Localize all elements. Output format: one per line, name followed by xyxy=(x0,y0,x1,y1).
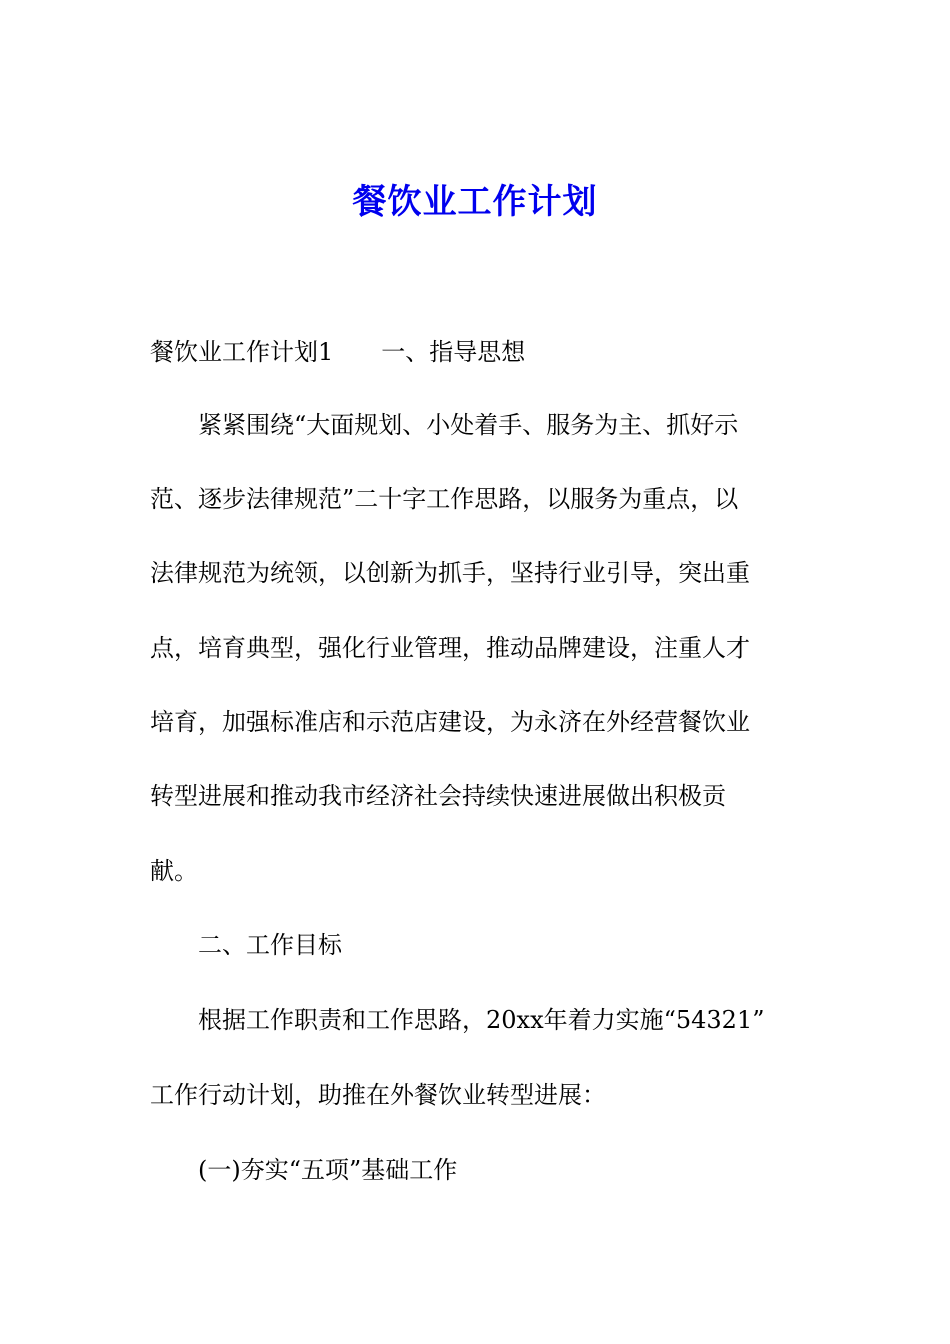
section-heading-work-goals: 二、工作目标 xyxy=(150,931,342,959)
document-title: 餐饮业工作计划 xyxy=(352,182,598,222)
paragraph-line: 献。 xyxy=(150,857,198,885)
paragraph-line: 根据工作职责和工作思路，20xx年着力实施“54321” xyxy=(150,1006,765,1034)
paragraph-line: 工作行动计划，助推在外餐饮业转型进展： xyxy=(150,1081,606,1109)
paragraph-line: 范、逐步法律规范”二十字工作思路，以服务为重点，以 xyxy=(150,485,739,513)
paragraph-line: 法律规范为统领，以创新为抓手，坚持行业引导，突出重 xyxy=(150,559,750,587)
heading-plan-1-guiding-thought: 餐饮业工作计划1 一、指导思想 xyxy=(150,338,526,366)
paragraph-line: 培育，加强标准店和示范店建设，为永济在外经营餐饮业 xyxy=(150,708,750,736)
paragraph-line: 点，培育典型，强化行业管理，推动品牌建设，注重人才 xyxy=(150,634,750,662)
subsection-heading: (一)夯实“五项”基础工作 xyxy=(150,1156,458,1184)
paragraph-line: 转型进展和推动我市经济社会持续快速进展做出积极贡 xyxy=(150,782,726,810)
paragraph-line: 紧紧围绕“大面规划、小处着手、服务为主、抓好示 xyxy=(150,411,739,439)
